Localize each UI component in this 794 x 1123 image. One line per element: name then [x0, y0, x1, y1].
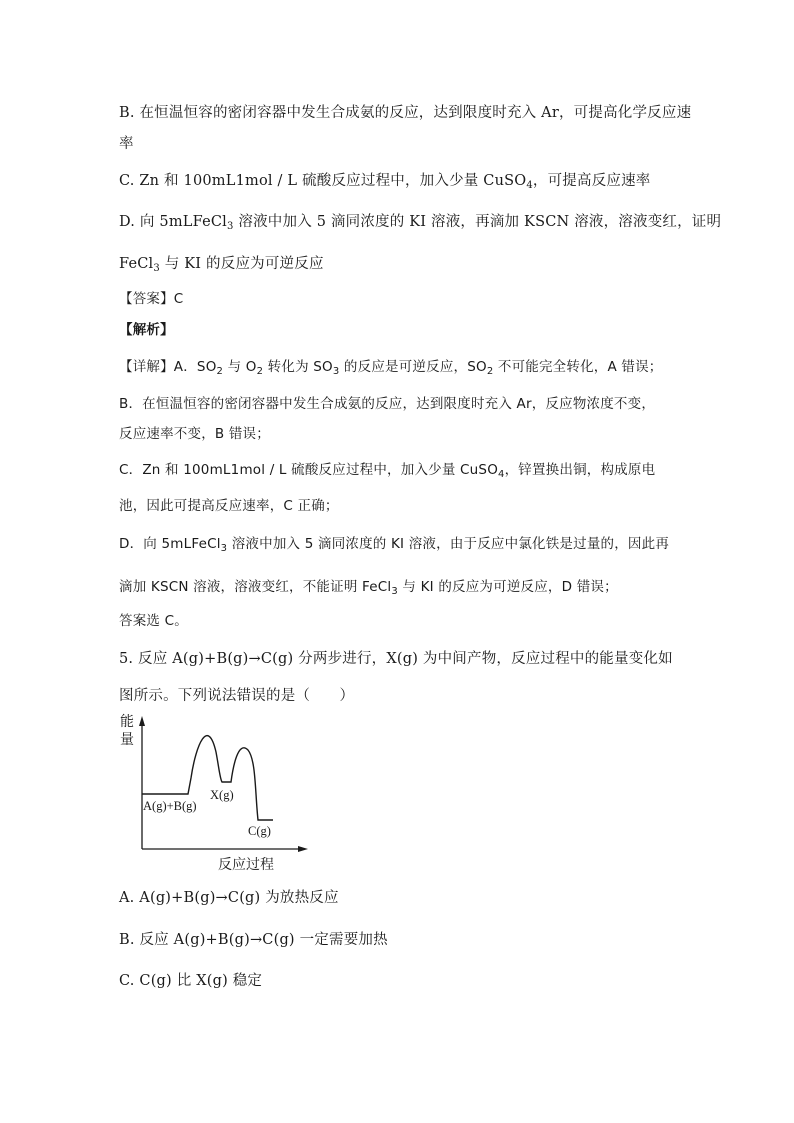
- option-b-question-line: B. 反应 A(g)+B(g)→C(g) 一定需要加热: [119, 932, 388, 948]
- option-c-line: C. Zn 和 100mL1mol / L 硫酸反应过程中，加入少量 CuSO$_4$，可提高反应速率: [119, 173, 651, 191]
- question-5-line-1: 5. 反应 A(g)+B(g)→C(g) 分两步进行，X(g) 为中间产物，反应过程中的能量变化如: [119, 651, 673, 667]
- answer-conclusion: 答案选 C。: [119, 613, 188, 629]
- option-c-question-line: C. C(g) 比 X(g) 稳定: [119, 973, 263, 989]
- reactant-label: A(g)+B(g): [143, 799, 197, 813]
- answer-label: 【答案】C: [119, 291, 184, 307]
- detail-c-line-2: 池，因此可提高反应速率，C 正确；: [119, 498, 339, 514]
- detail-d-line-2: 滴加 KSCN 溶液，溶液变红，不能证明 FeCl$_3$ 与 KI 的反应为可逆反应，D 错误；: [119, 579, 618, 597]
- option-b-line-2: 率: [119, 136, 134, 152]
- product-label: C(g): [248, 824, 271, 838]
- intermediate-label: X(g): [210, 788, 234, 802]
- detail-b-line-1: B．在恒温恒容的密闭容器中发生合成氨的反应，达到限度时充入 Ar，反应物浓度不变，: [119, 396, 656, 412]
- option-d-line-2: FeCl$_3$ 与 KI 的反应为可逆反应: [119, 256, 324, 274]
- y-axis-label-bottom: 量: [120, 733, 134, 748]
- detail-d-line-1: D．向 5mLFeCl$_3$ 溶液中加入 5 滴同浓度的 KI 溶液，由于反应中氯化铁是过量的，因此再: [119, 536, 670, 554]
- detail-b-line-2: 反应速率不变，B 错误；: [119, 426, 270, 442]
- option-a-line: A. A(g)+B(g)→C(g) 为放热反应: [119, 890, 339, 906]
- detail-c-line-1: C．Zn 和 100mL1mol / L 硫酸反应过程中，加入少量 CuSO$_4$，锌置换出铜，构成原电: [119, 462, 656, 480]
- analysis-label: 【解析】: [119, 322, 174, 338]
- option-b-line-1: B. 在恒温恒容的密闭容器中发生合成氨的反应，达到限度时充入 Ar，可提高化学反应速: [119, 105, 692, 121]
- x-axis-label: 反应过程: [218, 858, 274, 873]
- energy-profile-diagram: [112, 712, 312, 877]
- question-5-line-2: 图所示。下列说法错误的是（ ）: [119, 688, 355, 704]
- x-axis-arrowhead: [298, 846, 308, 852]
- option-d-line-1: D. 向 5mLFeCl$_3$ 溶液中加入 5 滴同浓度的 KI 溶液，再滴加 KSCN 溶液，溶液变红，证明: [119, 214, 722, 232]
- y-axis-label-top: 能: [120, 715, 134, 730]
- detail-a-line: 【详解】A．$SO_2$ 与 $O_2$ 转化为 $SO_3$ 的反应是可逆反应，$SO_2$ 不可能完全转化，A 错误；: [119, 359, 663, 377]
